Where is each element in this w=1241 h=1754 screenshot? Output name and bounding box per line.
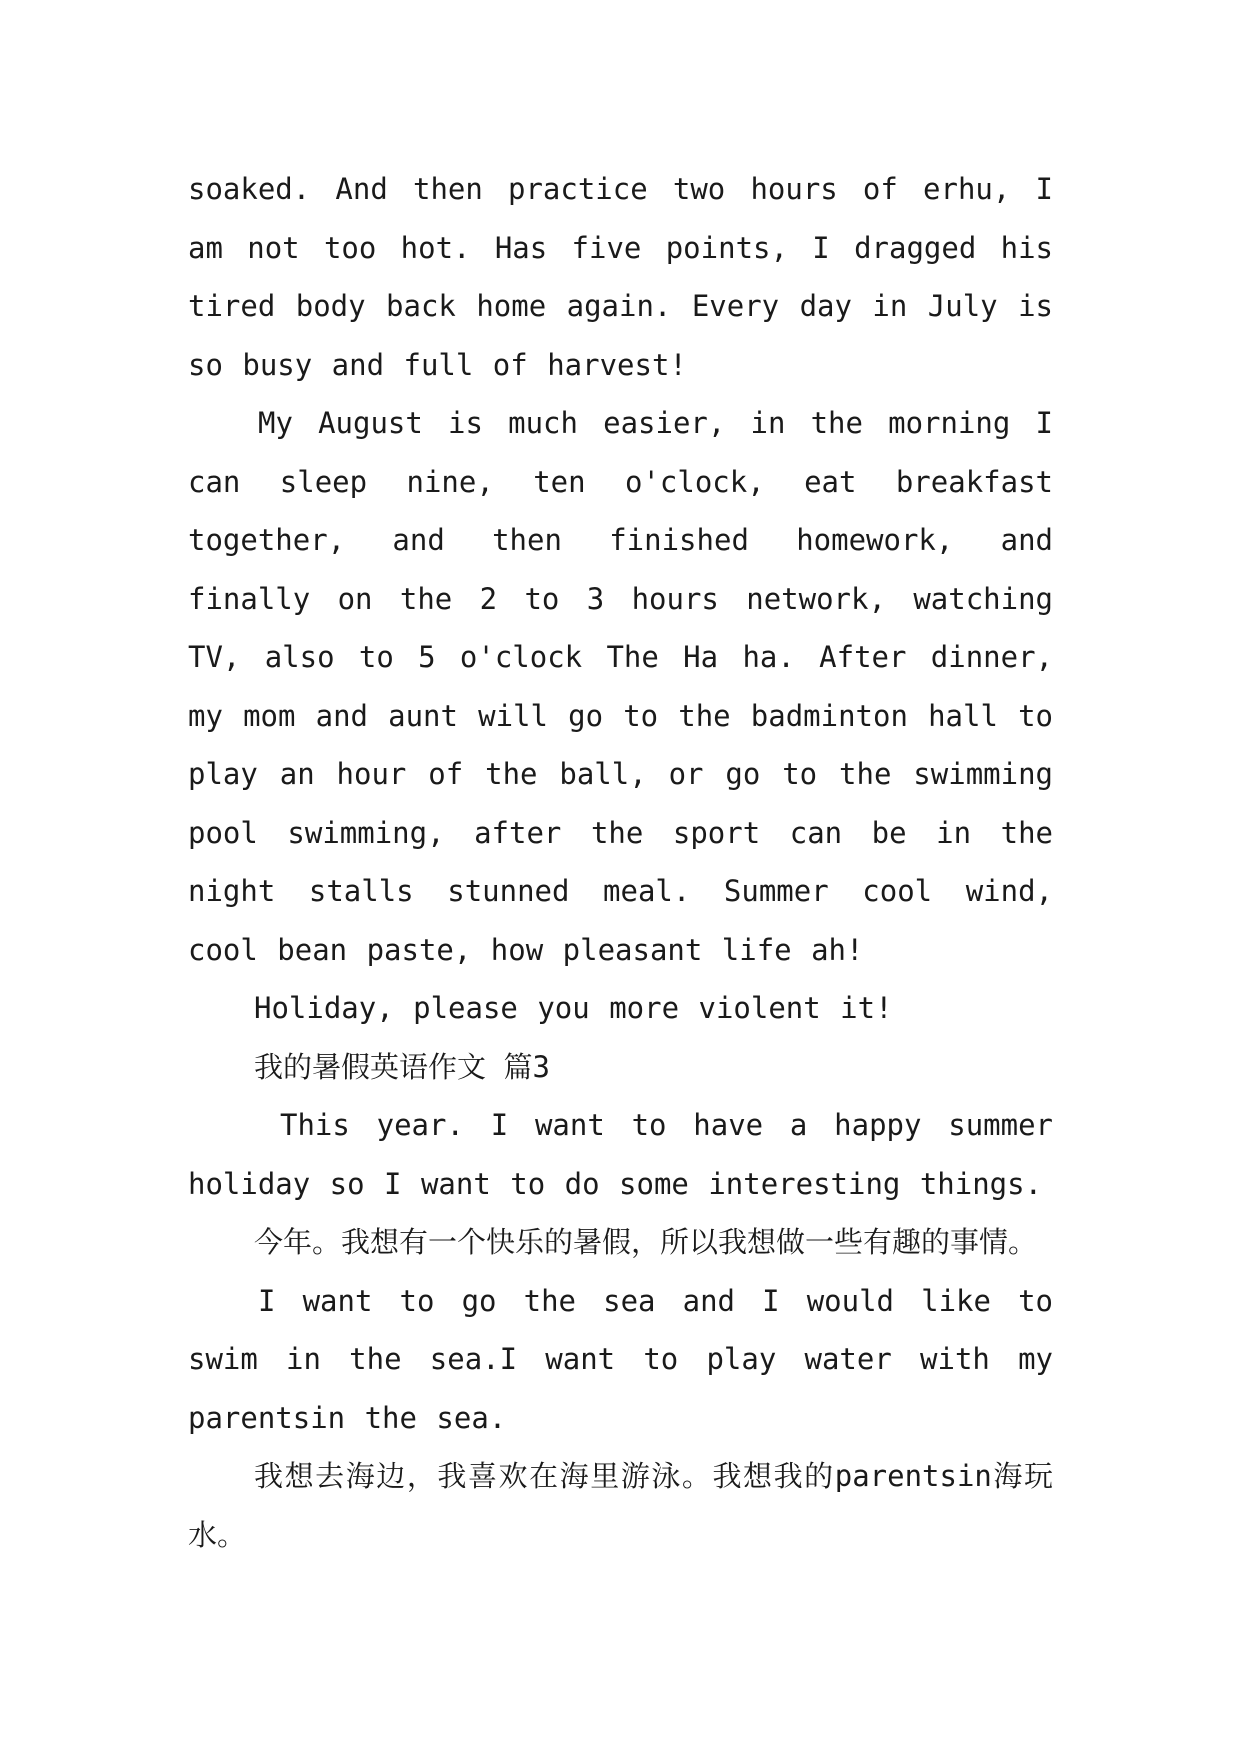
paragraph-sea: I want to go the sea and I would like to swim in the sea.I want to play water with my parentsin the sea. [188,1283,1053,1435]
paragraph-july: soaked. And then practice two hours of erhu, I am not too hot. Has five points, I dragged his tired body back home again. Every day in July is so busy and full of harvest! [188,172,1053,382]
section-heading: 我的暑假英语作文 篇3 [254,1049,550,1084]
paragraph-august: My August is much easier, in the morning I can sleep nine, ten o'clock, eat breakfast together, and then finished homework, and finally on the 2 to 3 hours network, watching TV, also to 5 o'clock The Ha ha. After dinner, my mom and aunt will go to the badminton hall to play an hour of the ball, or go to the swimming pool swimming, after the sport can be in the night stalls stunned meal. Summer cool wind, cool bean paste, how pleasant life ah! [188,406,1053,967]
paragraph-sea-chinese: 我想去海边，我喜欢在海里游泳。我想我的parentsin海玩水。 [188,1459,1053,1552]
document-body [188,160,1053,1564]
paragraph-holiday: Holiday, please you more violent it! [254,991,893,1025]
paragraph-this-year-chinese: 今年。我想有一个快乐的暑假，所以我想做一些有趣的事情。 [254,1225,1038,1259]
paragraph-this-year: This year. I want to have a happy summer holiday so I want to do some interesting things. [188,1108,1053,1201]
